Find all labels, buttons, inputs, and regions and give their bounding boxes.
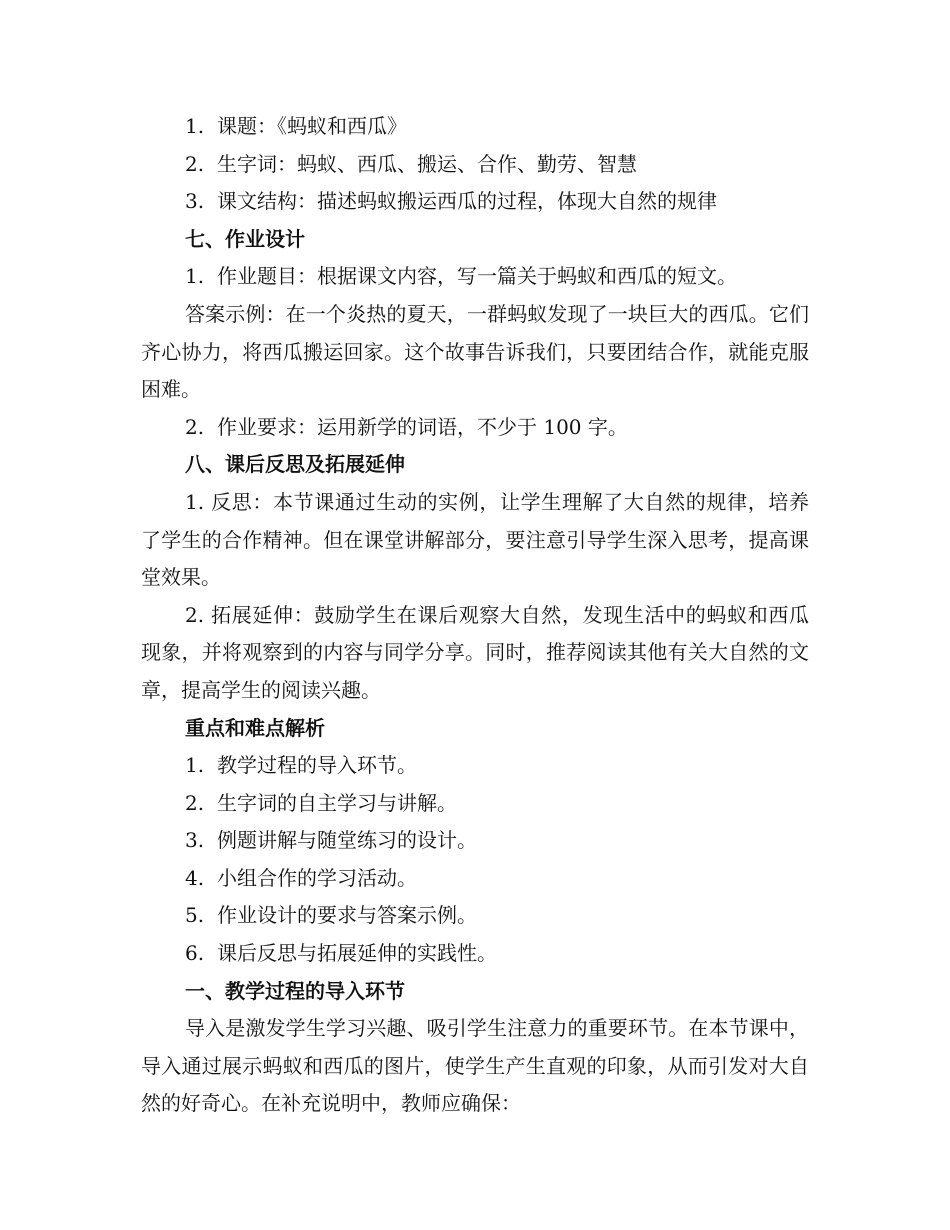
list-item [141,822,809,860]
list-item [141,785,809,823]
list-number: 5. [185,903,205,928]
list-text: 课文结构：描述蚂蚁搬运西瓜的过程，体现大自然的规律 [217,189,717,214]
list-number: 1. [185,753,205,778]
list-number: 4. [185,865,205,890]
list-text: 课题：《蚂蚁和西瓜》 [217,114,407,138]
list-text: 课后反思与拓展延伸的实践性。 [217,941,497,966]
list-number: 3. [185,189,205,214]
list-item [141,258,809,296]
list-item [141,897,809,935]
section-heading-homework: 七、作业设计 [185,226,305,251]
list-text: 作业题目：根据课文内容，写一篇关于蚂蚁和西瓜的短文。 [217,264,737,289]
extension-paragraph: 2. 拓展延伸：鼓励学生在课后观察大自然，发现生活中的蚂蚁和西瓜现象，并将观察到的内容与同学分享。同时，推荐阅读其他有关大自然的文章，提高学生的阅读兴趣。 [141,602,809,702]
document-page [141,108,809,1123]
list-number: 2. [185,790,205,815]
reflection-paragraph: 1. 反思：本节课通过生动的实例，让学生理解了大自然的规律，培养了学生的合作精神。但在课堂讲解部分，要注意引导学生深入思考，提高课堂效果。 [141,489,809,590]
list-text: 小组合作的学习活动。 [217,865,417,890]
list-item [141,409,809,447]
list-item [141,108,809,146]
answer-example-paragraph: 答案示例：在一个炎热的夏天，一群蚂蚁发现了一块巨大的西瓜。它们齐心协力，将西瓜搬运回家。这个故事告诉我们，只要团结合作，就能克服困难。 [141,301,809,402]
list-item [141,183,809,221]
section-heading-key-points: 重点和难点解析 [185,715,325,740]
list-text: 作业要求：运用新学的词语，不少于 100 字。 [217,414,628,439]
list-item [141,935,809,973]
section-heading-reflection: 八、课后反思及拓展延伸 [185,452,405,477]
list-number: 2. [185,151,205,176]
list-number: 6. [185,941,205,966]
list-text: 生字词的自主学习与讲解。 [217,790,457,815]
list-text: 生字词：蚂蚁、西瓜、搬运、合作、勤劳、智慧 [217,151,637,176]
list-item [141,860,809,898]
list-text: 作业设计的要求与答案示例。 [217,903,477,928]
introduction-paragraph: 导入是激发学生学习兴趣、吸引学生注意力的重要环节。在本节课中，导入通过展示蚂蚁和西瓜的图片，使学生产生直观的印象，从而引发对大自然的好奇心。在补充说明中，教师应确保： [141,1016,809,1116]
list-item [141,146,809,184]
list-number: 1. [185,114,205,138]
list-text: 教学过程的导入环节。 [217,753,417,778]
list-number: 2. [185,414,205,439]
list-item [141,747,809,785]
list-number: 3. [185,828,205,853]
list-number: 1. [185,264,205,289]
list-text: 例题讲解与随堂练习的设计。 [217,828,477,853]
section-heading-introduction: 一、教学过程的导入环节 [185,978,405,1003]
